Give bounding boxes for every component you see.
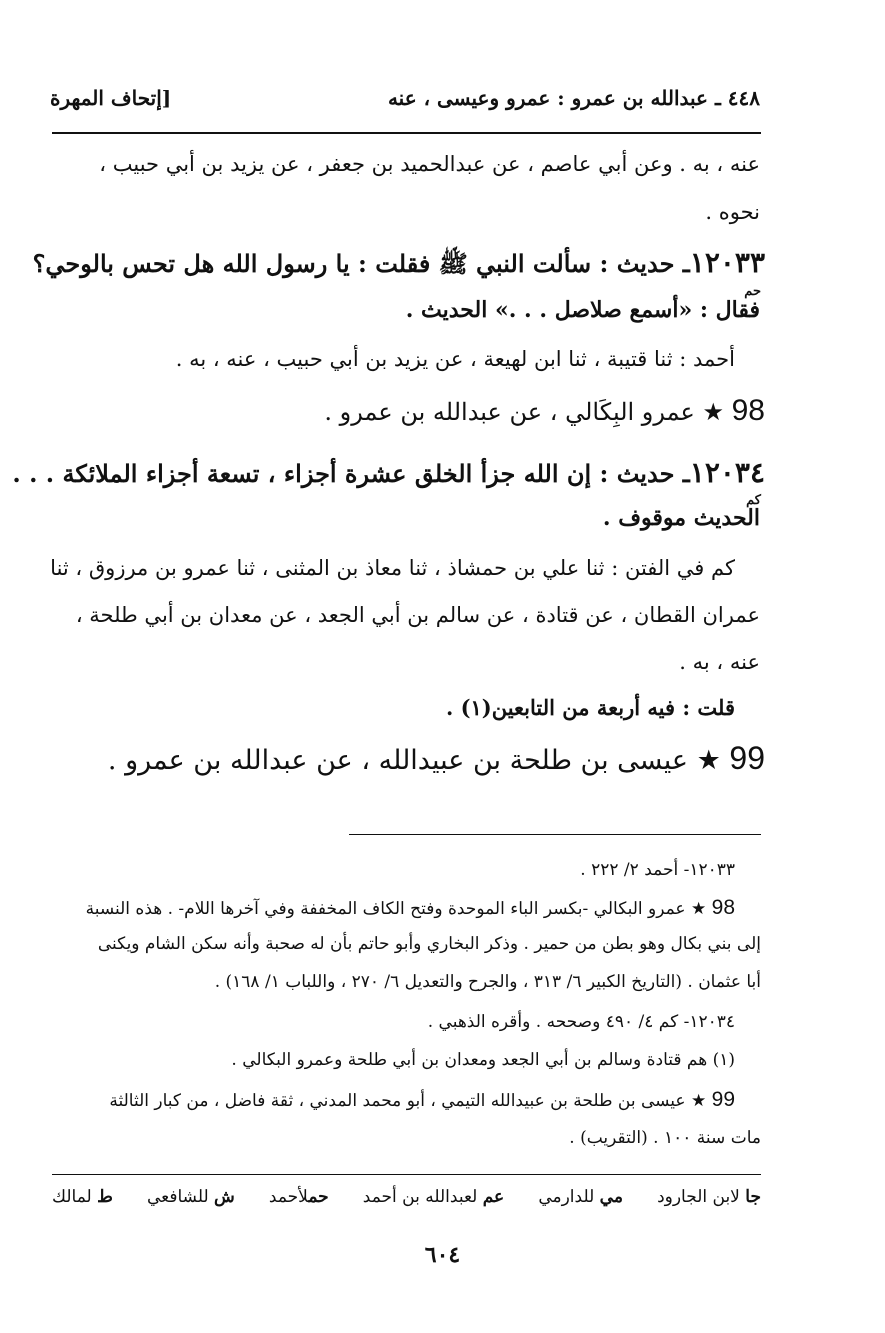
continuation-line-1: عنه ، به . وعن أبي عاصم ، عن عبدالحميد بن جعفر ، عن يزيد بن أبي حبيب ، (99, 152, 760, 176)
running-header-title: ٤٤٨ ـ عبدالله بن عمرو : عمرو وعيسى ، عنه (387, 86, 760, 110)
abbreviation-item: ش للشافعي (146, 1187, 235, 1207)
page-number: ٦٠٤ (424, 1242, 461, 1268)
source-code-sup: كم (746, 493, 761, 508)
editor-note: قلت : فيه أربعة من التابعين(١) . (445, 695, 735, 720)
abbreviations-key (52, 1187, 761, 1207)
header-rule (52, 132, 761, 134)
hadith-12034-chain-1: كم في الفتن : ثنا علي بن حمشاذ ، ثنا معاذ بن المثنى ، ثنا عمرو بن مرزوق ، ثنا (50, 556, 735, 580)
hadith-12033-line-2: فقال : «أسمع صلاصل . . .» الحديث . (405, 297, 760, 323)
footnote-98-line-1 (86, 896, 735, 920)
narrator-99-heading (108, 740, 765, 777)
hadith-number: ١٢٠٣٤ (689, 456, 765, 489)
footnote-number: 99 (711, 1088, 735, 1111)
narrator-number: 98 (731, 394, 765, 427)
hadith-12033-heading (33, 246, 765, 284)
abbreviation-item: ط لمالك (52, 1187, 113, 1207)
hadith-12034-line-2: الحديث موقوف . (602, 505, 760, 531)
footnote-12033: ١٢٠٣٣- أحمد ٢/ ٢٢٢ . (580, 860, 735, 880)
source-code-sup: حم (744, 284, 761, 299)
hadith-text: ـ حديث : سألت النبي ﷺ فقلت : يا رسول الله هل تحس بالوحي؟ (32, 249, 690, 278)
hadith-number: ١٢٠٣٣ (689, 246, 765, 279)
abbreviation-item: مي للدارمي (538, 1187, 623, 1207)
footnote-12034: ١٢٠٣٤- كم ٤/ ٤٩٠ وصححه . وأقره الذهبي . (427, 1012, 735, 1032)
hadith-12034-chain-2: عمران القطان ، عن قتادة ، عن سالم بن أبي الجعد ، عن معدان بن أبي طلحة ، (75, 603, 760, 627)
running-header-book: [إتحاف المهرة (50, 86, 172, 110)
narrator-text: ★ عيسى بن طلحة بن عبيدالله ، عن عبدالله بن عمرو . (107, 745, 721, 776)
hadith-12033-chain: أحمد : ثنا قتيبة ، ثنا ابن لهيعة ، عن يزيد بن أبي حبيب ، عنه ، به . (175, 347, 735, 371)
hadith-12034-chain-3: عنه ، به . (679, 650, 760, 674)
footnote-98-line-3: أبا عثمان . (التاريخ الكبير ٦/ ٣١٣ ، والجرح والتعديل ٦/ ٢٧٠ ، واللباب ١/ ١٦٨) . (214, 972, 761, 992)
narrator-number: 99 (729, 740, 765, 776)
footnote-1: (١) هم قتادة وسالم بن أبي الجعد ومعدان بن أبي طلحة وعمرو البكالي . (231, 1050, 735, 1070)
footnote-number: 98 (711, 896, 735, 919)
abbreviations-rule (52, 1174, 761, 1175)
footnote-text: ★ عمرو البكالي -بكسر الباء الموحدة وفتح الكاف المخففة وفي آخرها اللام- . هذه النسبة (85, 899, 707, 919)
abbreviation-item: عم لعبدالله بن أحمد (362, 1187, 505, 1207)
footnote-99-line-1 (109, 1088, 735, 1112)
continuation-line-2: نحوه . (705, 200, 760, 224)
narrator-text: ★ عمرو البِكَالي ، عن عبدالله بن عمرو . (324, 398, 724, 426)
narrator-98-heading (324, 394, 765, 428)
footnote-text: ★ عيسى بن طلحة بن عبيدالله التيمي ، أبو محمد المدني ، ثقة فاضل ، من كبار الثالثة (109, 1091, 707, 1111)
hadith-12034-heading (12, 456, 765, 489)
footnote-98-line-2: إلى بني بكال وهو بطن من حمير . وذكر البخاري وأبو حاتم بأن له صحبة وأنه سكن الشام ويكنى (97, 934, 761, 954)
abbreviation-item: جا لابن الجارود (657, 1187, 761, 1207)
footnote-rule (349, 834, 761, 835)
hadith-text: ـ حديث : إن الله جزأ الخلق عشرة أجزاء ، تسعة أجزاء الملائكة . . . (12, 459, 690, 488)
abbreviation-item: حملأحمد (268, 1187, 329, 1207)
footnote-99-line-2: مات سنة ١٠٠ . (التقريب) . (569, 1128, 761, 1148)
